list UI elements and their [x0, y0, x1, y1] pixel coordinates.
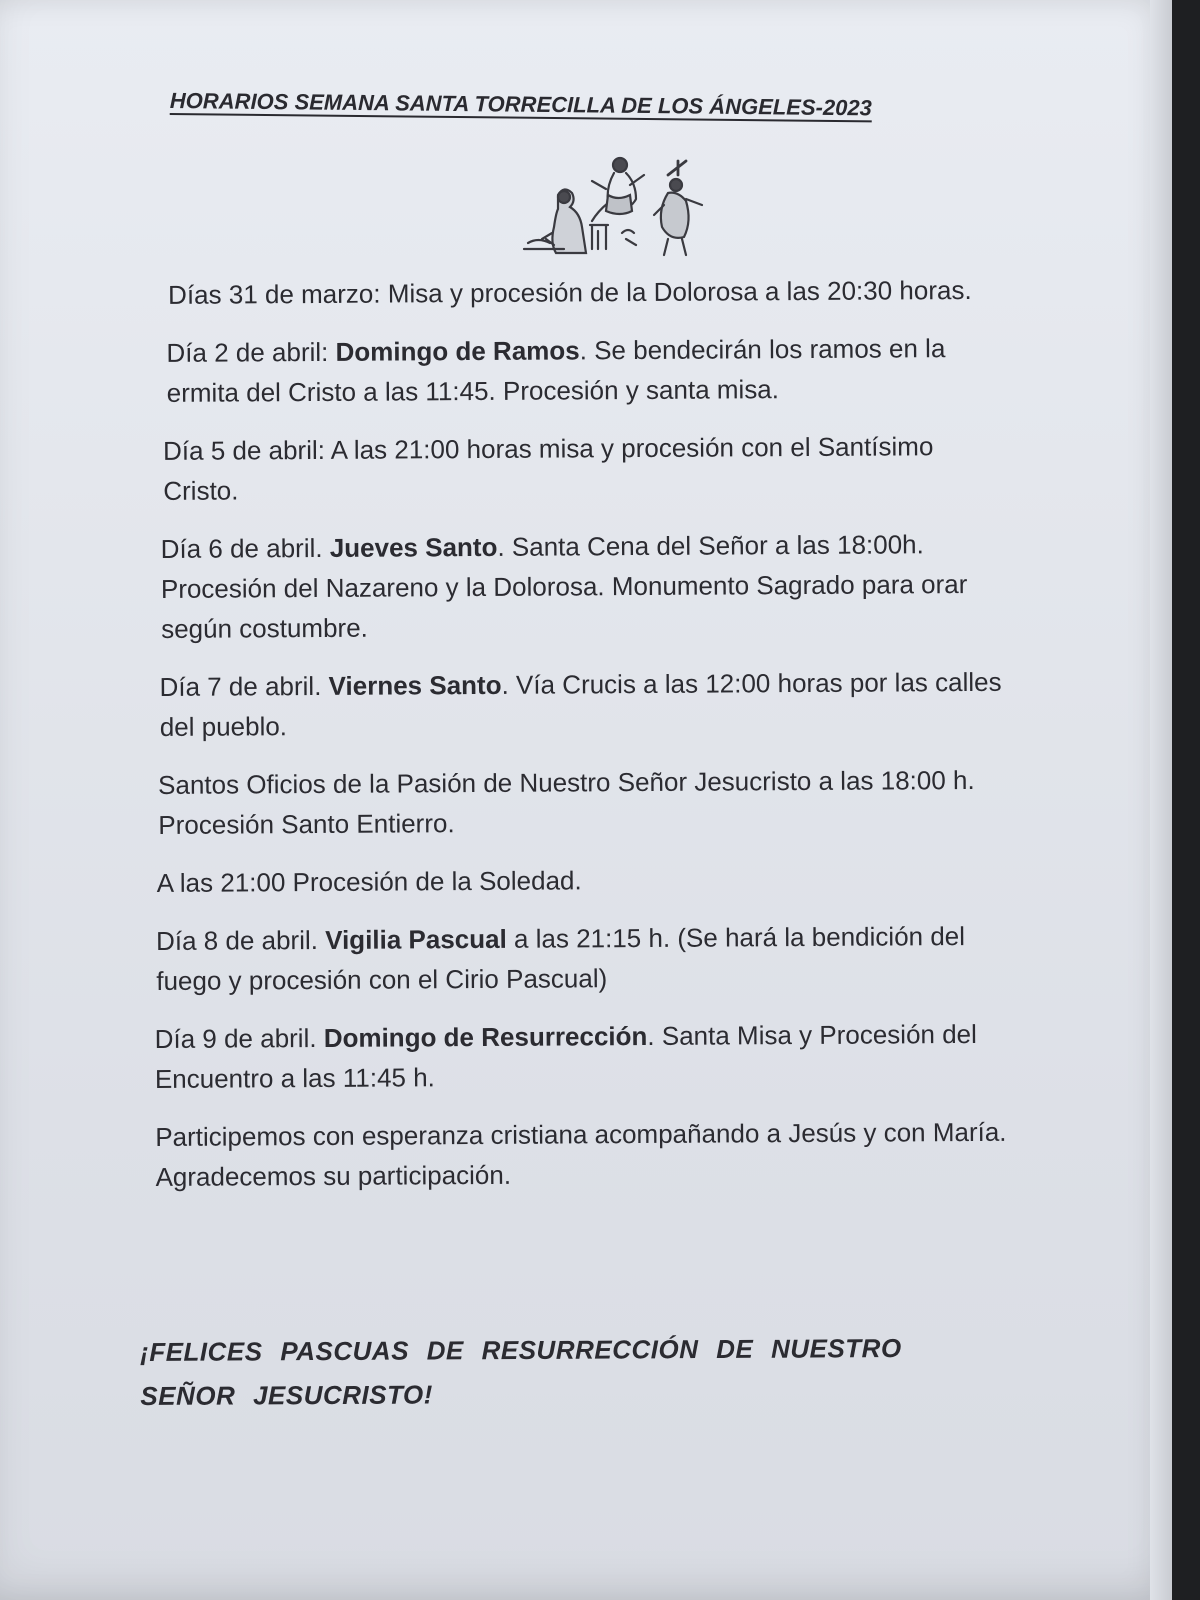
paragraph-text: . Santa Misa y Procesión del Encuentro a las 11:45 h.: [154, 1018, 977, 1094]
paragraph-text: Santos Oficios de la Pasión de Nuestro Señor Jesucristo a las 18:00 h. Procesión Santo Entierro.: [158, 764, 975, 840]
paragraph-text: Día 8 de abril.: [155, 924, 326, 956]
paragraph-text: . Santa Cena del Señor a las 18:00h. Procesión del Nazareno y la Dolorosa. Monumento Sagrado para orar según costumbre.: [160, 529, 968, 644]
religious-figures-illustration: [518, 155, 713, 265]
paragraph-soledad: [154, 858, 1014, 903]
paper-edge: [1150, 0, 1172, 1600]
paragraph-april-7: [152, 662, 1012, 747]
paragraph-text: Participemos con esperanza cristiana acompañando a Jesús y con María. Agradecemos su participación.: [155, 1116, 1007, 1192]
paragraph-march-31: [150, 270, 1010, 315]
paragraph-santos-oficios: [153, 760, 1013, 845]
paragraph-april-8: [154, 916, 1014, 1001]
paragraph-text: . Se bendecirán los ramos en la ermita del Cristo a las 11:45. Procesión y santa misa.: [166, 333, 946, 408]
paragraph-invitation: [155, 1112, 1015, 1197]
paragraph-april-9: [155, 1014, 1015, 1099]
paragraph-text: Días 31 de marzo: Misa y procesión de la Dolorosa a las 20:30 horas.: [168, 274, 972, 310]
document-title: HORARIOS SEMANA SANTA TORRECILLA DE LOS ÁNGELES-2023: [169, 88, 873, 121]
paragraph-highlight: Domingo de Resurrección: [323, 1020, 648, 1053]
paragraph-highlight: Vigilia Pascual: [325, 923, 507, 955]
paragraph-text: Día 7 de abril.: [159, 670, 329, 702]
paragraph-highlight: Jueves Santo: [329, 531, 498, 563]
paragraph-text: Día 9 de abril.: [154, 1022, 324, 1054]
closing-greeting: ¡FELICES PASCUAS DE RESURRECCIÓN DE NUESTRO SEÑOR JESUCRISTO!: [140, 1333, 902, 1411]
paragraph-highlight: Domingo de Ramos: [335, 335, 580, 367]
paragraph-text: A las 21:00 Procesión de la Soledad.: [156, 865, 582, 898]
paragraph-april-5: [151, 426, 1011, 511]
paragraph-text: . Vía Crucis a las 12:00 horas por las calles del pueblo.: [159, 666, 1002, 742]
paragraph-text: Día 5 de abril: A las 21:00 horas misa y procesión con el Santísimo Cristo.: [162, 431, 934, 506]
paragraph-april-2: [150, 328, 1010, 413]
schedule-body: [150, 270, 1016, 1215]
paragraph-text: Día 6 de abril.: [160, 532, 330, 564]
paragraph-text: Día 2 de abril:: [166, 336, 336, 368]
paragraph-april-6: [152, 524, 1013, 649]
paragraph-text: a las 21:15 h. (Se hará la bendición del fuego y procesión con el Cirio Pascual): [156, 921, 966, 996]
paragraph-highlight: Viernes Santo: [328, 669, 502, 701]
